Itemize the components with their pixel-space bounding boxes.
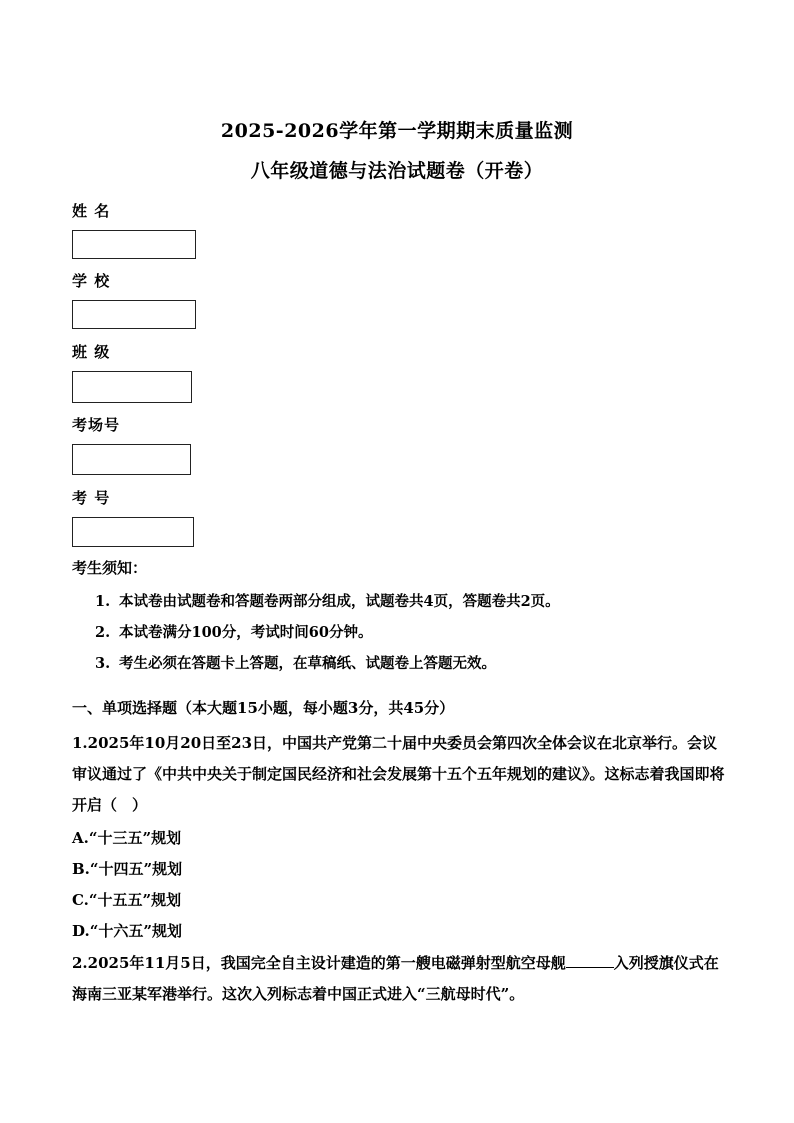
- question-1-stem: 1.2025年10月20日至23日，中国共产党第二十届中央委员会第四次全体会议在北京举行。会议审议通过了《中共中央关于制定国民经济和社会发展第十五个五年规划的建议》。这标志着我国即将开启（ ）: [72, 734, 725, 814]
- question-2-stem: [72, 948, 732, 1010]
- question-2-text-before: 2.2025年11月5日，我国完全自主设计建造的第一艘电磁弹射型航空母舰: [72, 954, 566, 972]
- section-heading: 一、单项选择题（本大题15小题，每小题3分，共45分）: [72, 699, 455, 717]
- school-label: 学 校: [72, 272, 111, 290]
- exam-subtitle: 八年级道德与法治试题卷（开卷）: [250, 160, 544, 182]
- question-1-option-b: B.“十四五”规划: [72, 860, 183, 878]
- exam-room-label: 考场号: [72, 416, 121, 434]
- notice-heading: 考生须知：: [72, 559, 148, 577]
- question-1-option-d: D.“十六五”规划: [72, 922, 182, 940]
- notice-number: 2.: [95, 624, 111, 641]
- exam-title: 2025-2026学年第一学期期末质量监测: [220, 120, 574, 142]
- name-input[interactable]: [72, 230, 196, 259]
- notice-item: [95, 621, 372, 642]
- notice-number: 3.: [95, 655, 111, 672]
- school-input[interactable]: [72, 300, 196, 329]
- class-label: 班 级: [72, 343, 111, 361]
- notice-item: [95, 652, 496, 673]
- exam-room-input[interactable]: [72, 444, 191, 475]
- notice-number: 1.: [95, 593, 111, 610]
- class-input[interactable]: [72, 371, 192, 403]
- notice-item: [95, 590, 560, 611]
- exam-number-input[interactable]: [72, 517, 194, 547]
- name-label: 姓 名: [72, 202, 111, 220]
- notice-text: 考生必须在答题卡上答题，在草稿纸、试题卷上答题无效。: [119, 655, 496, 672]
- question-1-option-a: A.“十三五”规划: [72, 829, 182, 847]
- question-2-text-after: 入列授旗仪式在海南三亚某军港举行。这次入列标志着中国正式进入“三航母时代”。: [72, 954, 719, 1003]
- notice-text: 本试卷由试题卷和答题卷两部分组成，试题卷共4页，答题卷共2页。: [119, 593, 560, 610]
- answer-blank: [566, 951, 614, 968]
- question-1-option-c: C.“十五五”规划: [72, 891, 182, 909]
- notice-text: 本试卷满分100分，考试时间60分钟。: [119, 624, 373, 641]
- exam-number-label: 考 号: [72, 489, 111, 507]
